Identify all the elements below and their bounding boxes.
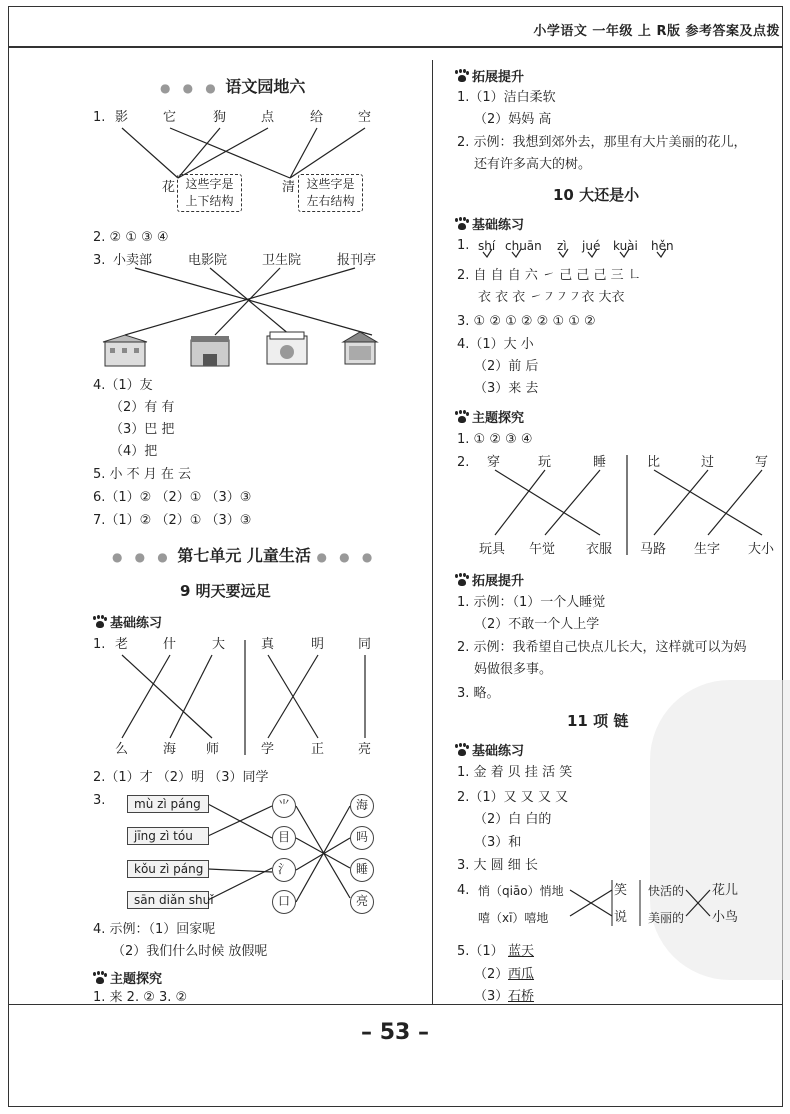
paw-icon: [93, 972, 107, 984]
heading-text: 主题探究: [472, 411, 525, 426]
l10q3-answer: 3. ① ② ① ② ② ① ① ②: [457, 314, 596, 329]
l10q2-line1: 2. 自 自 自 六 ㇀ 己 己 己 三 ㇗: [457, 268, 641, 283]
lesson10-basic-heading: [455, 214, 524, 233]
l11q4-far-2: 小鸟: [712, 910, 739, 925]
tz2-line5: 3. 略。: [457, 686, 500, 701]
box2-line1: 这些字是: [306, 177, 355, 191]
paw-icon: [455, 218, 469, 230]
l10zt2-bot-6: 大小: [748, 542, 775, 557]
r1-line1: 1.（1）洁白柔软: [457, 90, 556, 105]
paw-icon: [455, 70, 469, 82]
char-kong: 空: [358, 110, 372, 125]
l11q5-label-1: 5.（1）: [457, 944, 504, 959]
l11q4-left-2: 嘻（xī）嘻地: [478, 911, 549, 925]
l11q5-label-2: （2）: [474, 967, 509, 982]
l11q4-right-1: 快活的: [648, 884, 685, 898]
l9q1-bot-3: 师: [206, 742, 220, 757]
l11q4-mid-2: 说: [614, 910, 628, 925]
unit-title-dots: ● ● ●: [112, 550, 172, 564]
l9q4-line2: （2）我们什么时候 放假呢: [112, 944, 268, 959]
l10q4-line1: 4.（1）大 小: [457, 337, 534, 352]
frame-bottom: [8, 1106, 783, 1107]
q3-num: 3.: [93, 253, 106, 268]
tz2-line2: （2）不敢一个人上学: [474, 617, 600, 632]
extend-heading-1: [455, 66, 524, 85]
q4-line3: （3）巴 把: [110, 422, 175, 437]
building-cinema-icon: [185, 332, 235, 368]
l9q3-num: 3.: [93, 793, 106, 808]
q4-line2: （2）有 有: [110, 400, 175, 415]
char-gei: 给: [310, 110, 324, 125]
l10zt2-top-2: 玩: [538, 455, 552, 470]
lesson10-topic-heading: [455, 407, 524, 426]
frame-top: [8, 6, 783, 7]
l10zt2-bot-1: 玩具: [479, 542, 506, 557]
page-number: – 53 –: [361, 1020, 429, 1045]
place-newsstand: 报刊亭: [337, 253, 377, 268]
pinyin-box-1: mù zì páng: [127, 795, 209, 813]
l10zt2-top-1: 穿: [487, 455, 501, 470]
q7-answer: 7.（1）② （2）① （3）③: [93, 513, 252, 528]
lesson11-title: 11 项 链: [567, 712, 629, 730]
l11q5-answer-3: 石桥: [508, 989, 535, 1004]
l11q3-answer: 3. 大 圆 细 长: [457, 858, 538, 873]
building-shop-icon: [262, 330, 312, 366]
l9q1-bot-6: 亮: [358, 742, 372, 757]
pinyin-box-4: sān diǎn shuǐ: [127, 891, 209, 909]
lesson10-title: 10 大还是小: [553, 186, 640, 204]
l9q1-top-3: 大: [212, 637, 226, 652]
unit-title: [112, 543, 376, 566]
py-zi: zì: [557, 239, 567, 253]
l10zt-q2-num: 2.: [457, 455, 470, 470]
tz2-line4: 妈做很多事。: [474, 662, 553, 677]
l11q2-line1: 2.（1）又 又 又 又: [457, 790, 569, 805]
l9q1-bot-5: 正: [311, 742, 325, 757]
pinyin-box-2: jīng zì tóu: [127, 827, 209, 845]
heading-text: 拓展提升: [472, 574, 525, 589]
lesson11-basic-heading: [455, 740, 524, 759]
l10q4-line3: （3）来 去: [474, 381, 539, 396]
structure-box-top-bottom: [177, 174, 242, 212]
pinyin-box-3: kǒu zì páng: [127, 860, 209, 878]
l11q2-line2: （2）白 白的: [474, 812, 552, 827]
char-dian: 点: [261, 110, 275, 125]
heading-text: 基础练习: [110, 616, 163, 631]
r1-line4: 还有许多高大的树。: [474, 157, 592, 172]
radical-circle-3: 氵: [272, 858, 296, 882]
l9q1-top-6: 同: [358, 637, 372, 652]
char-circle-1: 海: [350, 794, 374, 818]
column-divider: [432, 60, 433, 1005]
char-gou: 狗: [213, 110, 227, 125]
py-chuan: chuān: [505, 239, 542, 253]
l10q4-line2: （2）前 后: [474, 359, 539, 374]
tz2-line1: 1. 示例：（1）一个人睡觉: [457, 595, 606, 610]
section-title-yuwen: [160, 74, 305, 97]
building-newsstand-icon: [335, 330, 385, 366]
page-header: 小学语文 一年级 上 R版 参考答案及点拨: [533, 24, 780, 39]
q5-answer: 5. 小 不 月 在 云: [93, 467, 192, 482]
title-dots: ● ● ●: [160, 81, 220, 95]
l10q2-line2: 衣 衣 衣 ㇀㇇㇇㇇衣 大衣: [478, 290, 625, 305]
box2-line2: 左右结构: [306, 194, 355, 208]
l11q5-answer-1: 蓝天: [508, 944, 535, 959]
lesson9-basic-heading: [93, 612, 162, 631]
q2-answer: 2. ② ① ③ ④: [93, 230, 169, 245]
lesson9-topic-heading: [93, 968, 162, 987]
building-clinic-icon: [100, 332, 150, 368]
l11q4-mid-1: 笑: [614, 883, 628, 898]
l10zt2-bot-3: 衣服: [586, 542, 613, 557]
box1-line2: 上下结构: [185, 194, 234, 208]
l9q2-answer: 2.（1）才 （2）明 （3）同学: [93, 770, 269, 785]
char-ta: 它: [163, 110, 177, 125]
heading-text: 基础练习: [472, 744, 525, 759]
paw-icon: [455, 411, 469, 423]
l10zt2-bot-5: 生字: [694, 542, 721, 557]
char-circle-2: 吗: [350, 826, 374, 850]
l9q1-bot-4: 学: [261, 742, 275, 757]
extend-heading-2: [455, 570, 524, 589]
watermark: [650, 680, 790, 980]
heading-text: 基础练习: [472, 218, 525, 233]
paw-icon: [455, 574, 469, 586]
heading-text: 拓展提升: [472, 70, 525, 85]
heading-text: 主题探究: [110, 972, 163, 987]
l9q1-bot-2: 海: [163, 742, 177, 757]
q1-num: 1.: [93, 110, 106, 125]
l9zt-answer: 1. 来 2. ② 3. ②: [93, 990, 188, 1005]
place-clinic: 卫生院: [262, 253, 302, 268]
place-cinema: 电影院: [188, 253, 228, 268]
l9q1-num: 1.: [93, 637, 106, 652]
unit-title-text: 第七单元 儿童生活: [177, 546, 311, 565]
l9q1-bot-1: 么: [115, 742, 129, 757]
r1-line3: 2. 示例：我想到郊外去，那里有大片美丽的花儿，: [457, 135, 747, 150]
char-ying: 影: [115, 110, 129, 125]
l9q1-top-2: 什: [163, 637, 177, 652]
lesson9-title: 9 明天要远足: [180, 582, 271, 600]
l10zt2-top-4: 比: [647, 455, 661, 470]
l11q4-num: 4.: [457, 883, 470, 898]
py-kuai: kuài: [613, 239, 638, 253]
radical-circle-1: ⺌: [272, 794, 296, 818]
l10q1-num: 1.: [457, 238, 470, 253]
char-circle-3: 睡: [350, 858, 374, 882]
py-jue: jué: [582, 239, 601, 253]
l9q1-top-4: 真: [261, 637, 275, 652]
header-rule: [8, 46, 783, 48]
l10zt2-top-6: 写: [755, 455, 769, 470]
paw-icon: [93, 616, 107, 628]
l11q1-answer: 1. 金 着 贝 挂 活 笑: [457, 765, 573, 780]
l10zt2-top-3: 睡: [593, 455, 607, 470]
l10zt2-bot-2: 午觉: [529, 542, 556, 557]
l10zt2-bot-4: 马路: [640, 542, 667, 557]
q4-line1: 4.（1）友: [93, 378, 153, 393]
l11q5-answer-2: 西瓜: [508, 967, 535, 982]
char-circle-4: 亮: [350, 890, 374, 914]
radical-circle-4: 口: [272, 890, 296, 914]
char-qing: 清: [282, 180, 296, 195]
radical-circle-2: 目: [272, 826, 296, 850]
l9q1-top-1: 老: [115, 637, 129, 652]
l10zt-q1: 1. ① ② ③ ④: [457, 432, 533, 447]
char-hua: 花: [162, 180, 176, 195]
r1-line2: （2）妈妈 高: [474, 112, 552, 127]
l11q2-line3: （3）和: [474, 835, 522, 850]
py-hen: hěn: [651, 239, 674, 253]
q6-answer: 6.（1）② （2）① （3）③: [93, 490, 252, 505]
q4-line4: （4）把: [110, 444, 158, 459]
section-title-text: 语文园地六: [225, 77, 306, 96]
structure-box-left-right: [298, 174, 363, 212]
l11q4-far-1: 花儿: [712, 883, 739, 898]
paw-icon: [455, 744, 469, 756]
l11q4-right-2: 美丽的: [648, 911, 685, 925]
l10zt2-top-5: 过: [701, 455, 715, 470]
unit-title-dots-right: ● ● ●: [316, 550, 377, 564]
tz2-line3: 2. 示例：我希望自己快点儿长大，这样就可以为妈: [457, 640, 747, 655]
l11q4-left-1: 悄（qiāo）悄地: [478, 884, 564, 898]
py-shi: shí: [478, 239, 496, 253]
l9q4-line1: 4. 示例：（1）回家呢: [93, 922, 216, 937]
frame-left: [8, 6, 9, 1106]
box1-line1: 这些字是: [185, 177, 234, 191]
place-shop: 小卖部: [113, 253, 153, 268]
l9q1-top-5: 明: [311, 637, 325, 652]
l11q5-label-3: （3）: [474, 989, 509, 1004]
